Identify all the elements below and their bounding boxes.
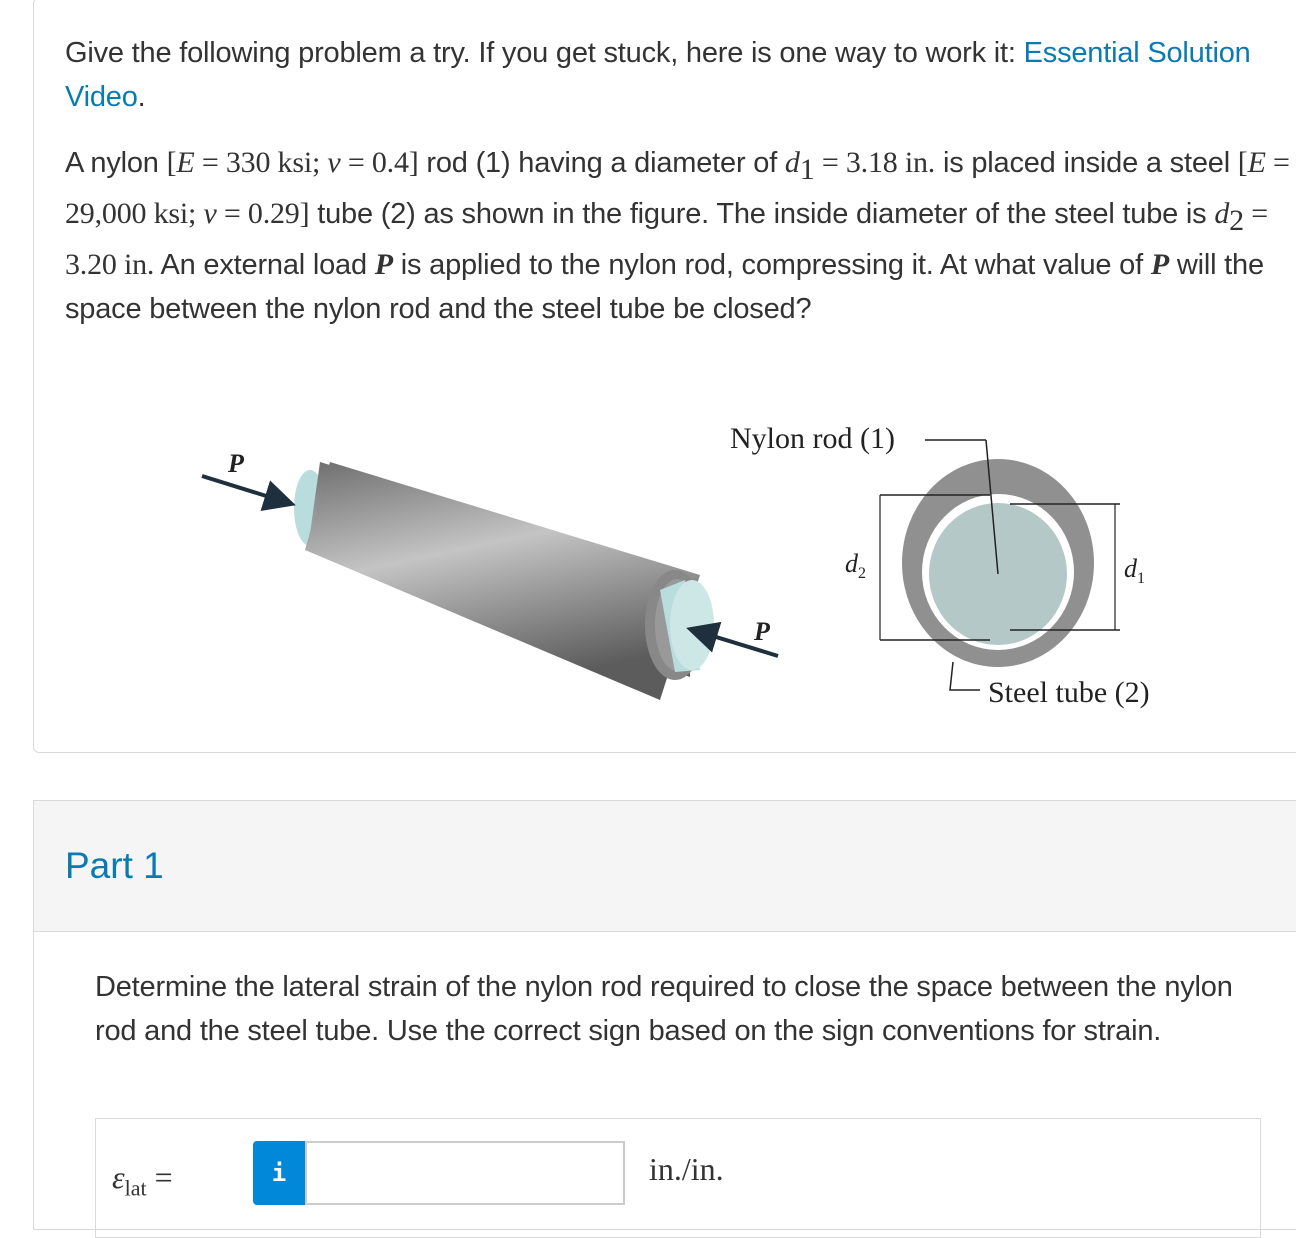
problem-figure [180,400,1200,720]
answer-label: $\varepsilon_{lat}$ = [112,1159,173,1201]
rod-illustration [294,462,714,700]
part-question: Determine the lateral strain of the nylon rod required to close the space between the nylon rod and the steel tube. Use the correct sign based on the sign conventions for strain. [95,971,1233,1047]
intro-text: Give the following problem a try. If you get stuck, here is one way to work it: Essential Solution Video. [65,37,1251,113]
part-1-header [34,801,1296,932]
d1-label: $d_1$ [1124,554,1145,587]
part-title: Part 1 [65,845,164,886]
info-icon[interactable]: i [253,1141,305,1205]
load-arrow-left [202,476,292,504]
load-label-right: P [754,617,770,646]
problem-statement: A nylon [E = 330 ksi; ν = 0.4] rod (1) having a diameter of $d_1 = 3.18$ in. is placed inside a steel [E = 29,000 ksi; ν = 0.29] tube (2) as shown in the figure. The inside diameter of the steel tube is $d_2 = 3.20$ in. An external load P is applied to the nylon rod, compressing it. At what value of P will the space between the nylon rod and the steel tube be closed? [65,146,1290,325]
d2-label: $d_2$ [845,549,866,582]
answer-box [95,1118,1261,1238]
cross-section [880,440,1120,690]
steel-tube-label: Steel tube (2) [988,676,1150,709]
lateral-strain-input[interactable] [305,1141,625,1205]
load-label-left: P [228,449,244,478]
essential-solution-video-link[interactable]: Essential Solution Video [65,37,1251,113]
nylon-rod-label: Nylon rod (1) [730,422,895,455]
unit-label: in./in. [649,1151,724,1187]
